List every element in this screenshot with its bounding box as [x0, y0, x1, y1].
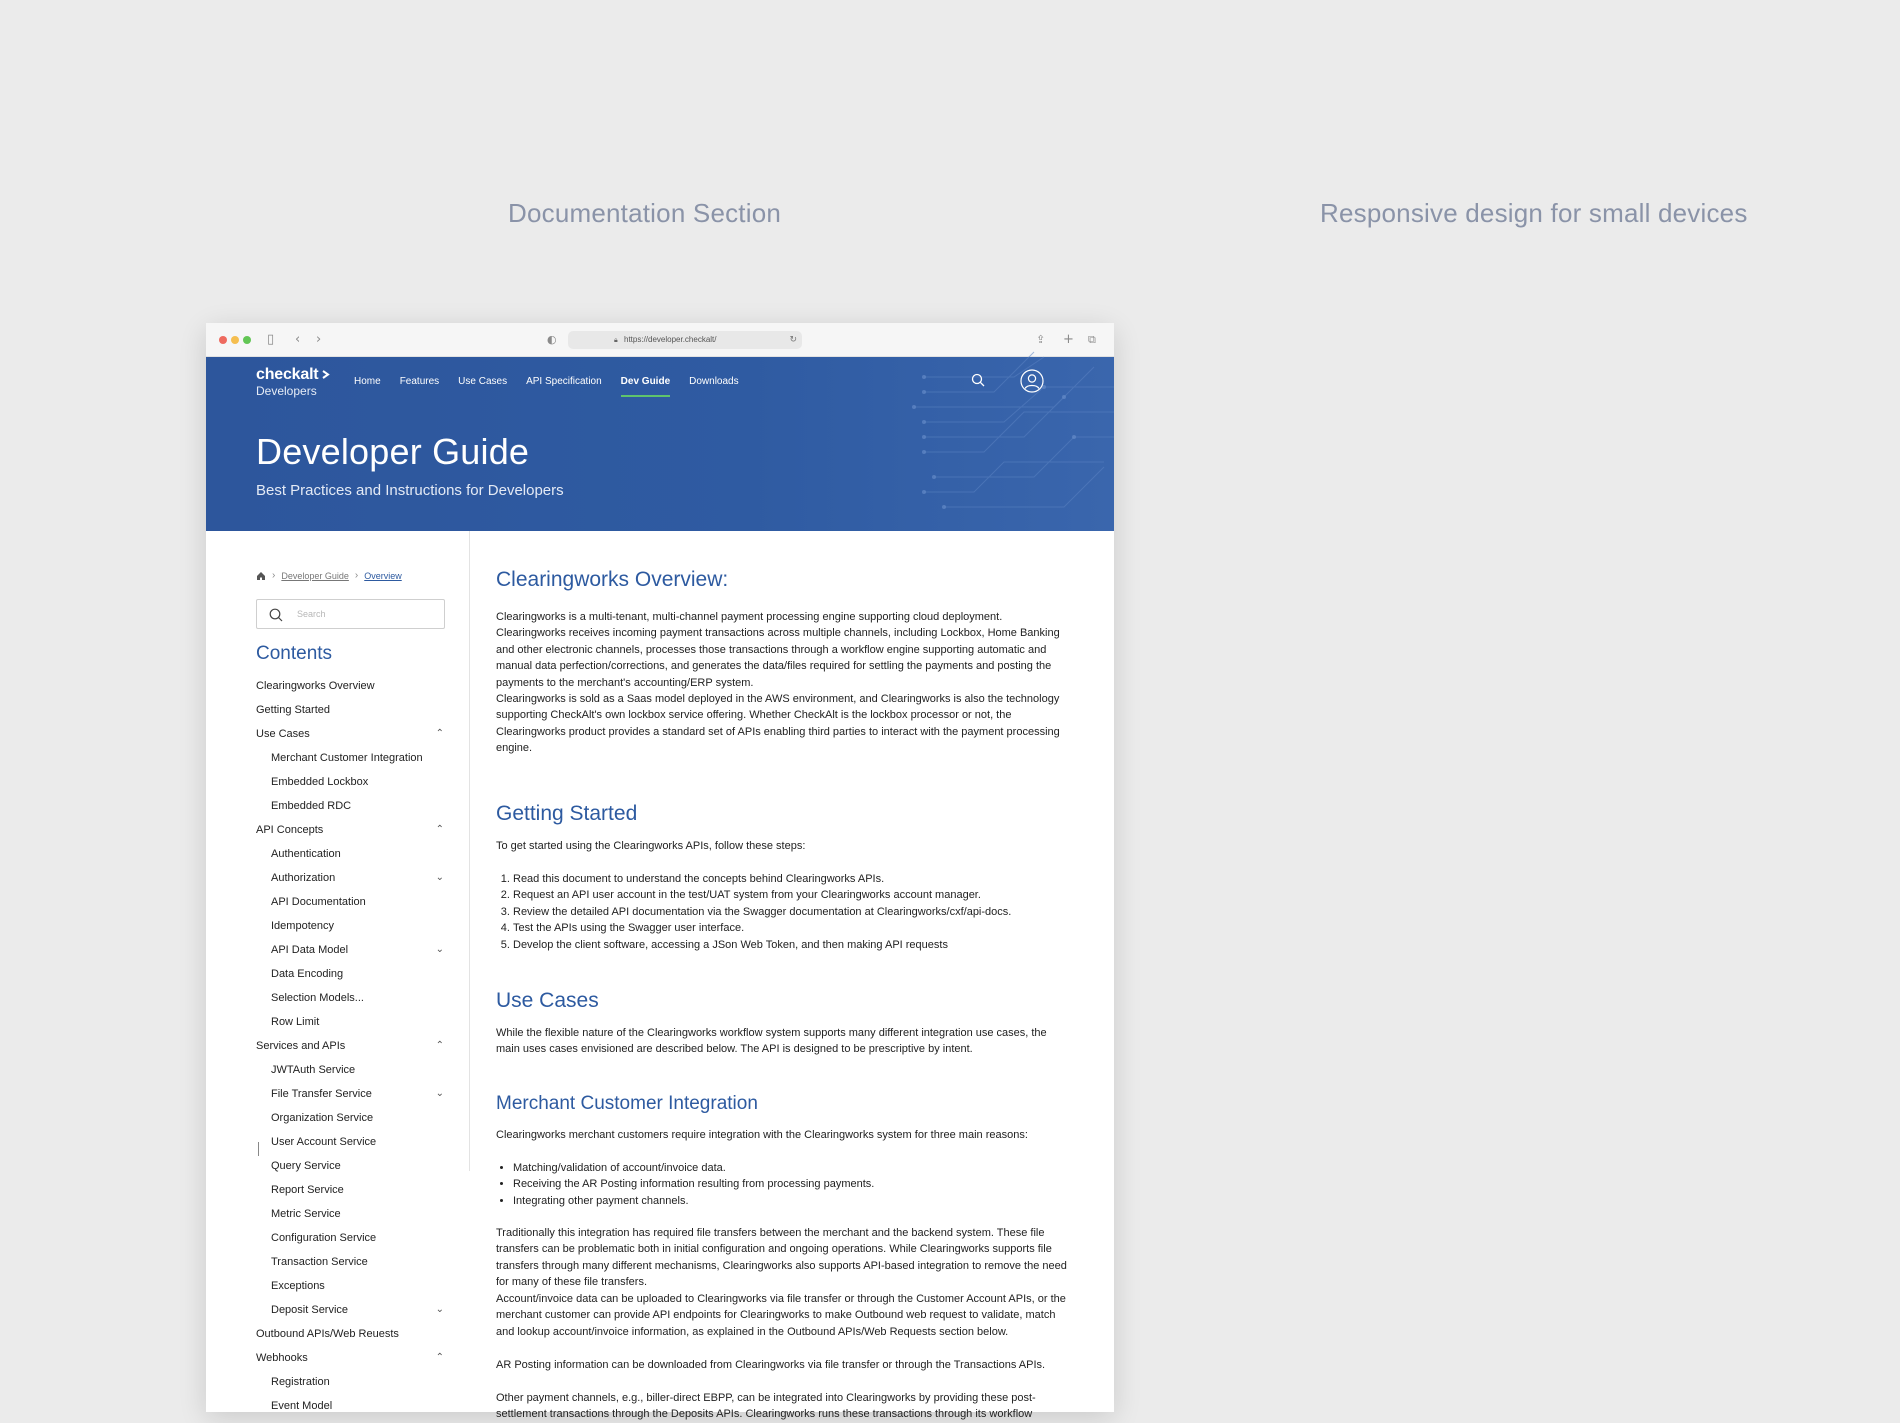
table-of-contents: [256, 674, 446, 1418]
sidebar-item-deposit-service[interactable]: [256, 1298, 446, 1322]
chevron-up-icon[interactable]: ⌃: [435, 1352, 444, 1363]
nav-dev-guide[interactable]: Dev Guide: [621, 375, 670, 397]
mci-intro: Clearingworks merchant customers require integration with the Clearingworks system for three main reasons:: [496, 1129, 1028, 1141]
sidebar-item-transaction-service[interactable]: [256, 1250, 446, 1274]
search-icon: [269, 608, 283, 622]
user-account-icon[interactable]: [1020, 369, 1044, 393]
sidebar-item-label: Embedded RDC: [271, 800, 352, 812]
sidebar-search-input[interactable]: [256, 599, 445, 629]
sidebar-item-user-account-service[interactable]: [256, 1130, 446, 1154]
sidebar-item-selection-models[interactable]: [256, 986, 446, 1010]
sidebar-item-label: Merchant Customer Integration: [271, 752, 423, 764]
breadcrumb: [256, 570, 402, 581]
sidebar-item-embedded-rdc[interactable]: [256, 794, 446, 818]
sidebar-item-label: Deposit Service: [271, 1304, 349, 1316]
sidebar-item-api-documentation[interactable]: [256, 890, 446, 914]
sidebar-item-merchant-customer-integration[interactable]: [256, 746, 446, 770]
sidebar-item-label: Registration: [271, 1376, 330, 1388]
logo-wordmark: checkalt: [256, 366, 319, 383]
list-item: • Integrating other payment channels.: [513, 1193, 1068, 1209]
chevron-down-icon[interactable]: ⌄: [435, 944, 444, 955]
sidebar-item-label: Clearingworks Overview: [256, 680, 375, 692]
sidebar-item-authorization[interactable]: [256, 866, 446, 890]
sidebar: [206, 531, 470, 1412]
sidebar-item-label: Outbound APIs/Web Reuests: [256, 1328, 399, 1340]
getting-started-steps: [496, 871, 1068, 953]
mci-paragraph-2: Account/invoice data can be uploaded to Clearingworks via file transfer or through the Customer Account APIs, or the merchant customer can provide API endpoints for Clearingworks to make Outbound web request to validate, match and lookup account/invoice information, as explained in the Outbound APIs/Web Requests section below.: [496, 1293, 1066, 1338]
sidebar-item-label: Configuration Service: [271, 1232, 377, 1244]
contents-heading: Contents: [256, 643, 333, 664]
overview-paragraph-2: Clearingworks is sold as a Saas model deployed in the AWS environment, and Clearingworks is also the technology supporting CheckAlt's own lockbox service offering. Whether CheckAlt is the lockbox processor or not, the Clearingworks product provides a standard set of APIs enabling third parties to interact with the payment processing engine.: [496, 693, 1060, 755]
share-icon[interactable]: ⇪: [1036, 333, 1046, 346]
sidebar-item-api-concepts[interactable]: [256, 818, 446, 842]
sidebar-item-exceptions[interactable]: [256, 1274, 446, 1298]
sidebar-item-api-data-model[interactable]: [256, 938, 446, 962]
sidebar-item-use-cases[interactable]: [256, 722, 446, 746]
sidebar-item-label: Webhooks: [256, 1352, 308, 1364]
breadcrumb-separator-icon: ›: [354, 570, 359, 581]
sidebar-item-row-limit[interactable]: [256, 1010, 446, 1034]
sidebar-item-label: User Account Service: [271, 1136, 377, 1148]
circuit-decoration: [894, 357, 1114, 531]
browser-window: [206, 323, 1114, 1421]
close-window-button[interactable]: [219, 336, 227, 344]
sidebar-item-label: Metric Service: [271, 1208, 341, 1220]
sidebar-item-services-and-apis[interactable]: [256, 1034, 446, 1058]
chevron-down-icon[interactable]: ⌄: [435, 872, 444, 883]
sidebar-item-label: Authorization: [271, 872, 336, 884]
sidebar-item-label: API Documentation: [271, 896, 366, 908]
getting-started-heading: Getting Started: [496, 802, 638, 825]
chevron-up-icon[interactable]: ⌃: [435, 728, 444, 739]
chevron-up-icon[interactable]: ⌃: [435, 824, 444, 835]
address-bar[interactable]: [568, 331, 802, 349]
breadcrumb-overview[interactable]: Overview: [364, 570, 402, 581]
sidebar-item-label: Row Limit: [271, 1016, 320, 1028]
sidebar-item-label: Authentication: [271, 848, 341, 860]
sidebar-item-outbound-apis-web-reuests[interactable]: [256, 1322, 446, 1346]
sidebar-item-label: Event Model: [271, 1400, 333, 1412]
sidebar-item-label: Query Service: [271, 1160, 341, 1172]
search-icon[interactable]: [971, 373, 985, 387]
mci-paragraph-1: Traditionally this integration has required file transfers between the merchant and the backend system. These file transfers can be problematic both in initial configuration and ongoing operations. While Clearingworks supports file transfers through many different mechanisms, Clearingworks also supports API-based integration to remove the need for many of these file transfers.: [496, 1227, 1067, 1289]
sidebar-item-label: Services and APIs: [256, 1040, 346, 1052]
chevron-up-icon[interactable]: ⌃: [435, 1040, 444, 1051]
url-text: https://developer.checkalt/: [624, 335, 717, 344]
sidebar-item-authentication[interactable]: [256, 842, 446, 866]
minimize-window-button[interactable]: [231, 336, 239, 344]
sidebar-item-report-service[interactable]: [256, 1178, 446, 1202]
use-cases-paragraph: While the flexible nature of the Clearingworks workflow system supports many different integration use cases, the main uses cases envisioned are described below. The API is designed to be prescriptive by intent.: [496, 1027, 1047, 1056]
sidebar-item-label: Transaction Service: [271, 1256, 368, 1268]
main-nav: [354, 375, 758, 397]
breadcrumb-separator-icon: ›: [272, 570, 276, 581]
sidebar-item-query-service[interactable]: [256, 1154, 446, 1178]
back-icon[interactable]: ‹: [295, 332, 301, 347]
sidebar-item-organization-service[interactable]: [256, 1106, 446, 1130]
sidebar-item-label: Data Encoding: [271, 968, 344, 980]
overview-heading: Clearingworks Overview:: [496, 568, 729, 591]
list-item: 4. Test the APIs using the Swagger user interface.: [513, 920, 1068, 936]
sidebar-item-metric-service[interactable]: [256, 1202, 446, 1226]
sidebar-item-label: API Data Model: [271, 944, 349, 956]
sidebar-item-data-encoding[interactable]: [256, 962, 446, 986]
sidebar-item-label: Getting Started: [256, 704, 330, 716]
active-item-indicator: [258, 1142, 259, 1156]
sidebar-item-configuration-service[interactable]: [256, 1226, 446, 1250]
nav-home[interactable]: Home: [354, 376, 381, 387]
sidebar-item-label: Embedded Lockbox: [271, 776, 369, 788]
list-item: • Matching/validation of account/invoice data.: [513, 1160, 1068, 1176]
sidebar-item-label: Selection Models...: [271, 992, 364, 1004]
mci-paragraph-3: AR Posting information can be downloaded from Clearingworks via file transfer or through the Transactions APIs.: [496, 1359, 1046, 1371]
sidebar-item-label: JWTAuth Service: [271, 1064, 356, 1076]
lock-icon: 🔒︎: [614, 336, 618, 344]
logo-subtitle: Developers: [256, 384, 317, 398]
list-item: 1. Read this document to understand the concepts behind Clearingworks APIs.: [513, 871, 1068, 887]
documentation-section-caption: Documentation Section: [508, 198, 782, 228]
nav-features[interactable]: Features: [399, 376, 440, 387]
search-placeholder: Search: [297, 609, 326, 619]
chevron-down-icon[interactable]: ⌄: [435, 1304, 444, 1315]
list-item: 3. Review the detailed API documentation via the Swagger documentation at Clearingworks/cxf/api-docs.: [513, 904, 1068, 920]
mci-reasons: [496, 1160, 1068, 1209]
mci-paragraph-4: Other payment channels, e.g., biller-direct EBPP, can be integrated into Clearingworks by providing these post-settlement transactions through the Deposits APIs. Clearingworks runs these transactions through its workflow: [496, 1392, 1036, 1421]
nav-api-specification[interactable]: API Specification: [526, 376, 602, 387]
sidebar-item-label: API Concepts: [256, 824, 324, 836]
sidebar-toggle-icon[interactable]: ▯: [267, 332, 275, 347]
sidebar-item-idempotency[interactable]: [256, 914, 446, 938]
checkalt-logo[interactable]: [256, 366, 318, 398]
sidebar-item-label: Idempotency: [271, 920, 334, 932]
sidebar-item-label: Report Service: [271, 1184, 344, 1196]
logo-chevron-icon: [322, 370, 330, 379]
getting-started-intro: To get started using the Clearingworks APIs, follow these steps:: [496, 840, 806, 852]
sidebar-item-embedded-lockbox[interactable]: [256, 770, 446, 794]
page-subtitle: Best Practices and Instructions for Developers: [256, 482, 564, 499]
nav-downloads[interactable]: Downloads: [689, 376, 739, 387]
home-icon[interactable]: [256, 571, 266, 581]
maximize-window-button[interactable]: [243, 336, 251, 344]
breadcrumb-developer-guide[interactable]: Developer Guide: [281, 570, 349, 581]
privacy-shield-icon[interactable]: ◐: [547, 333, 557, 346]
page-title: Developer Guide: [256, 431, 530, 472]
tabs-overview-icon[interactable]: ⧉: [1088, 333, 1096, 346]
list-item: • Receiving the AR Posting information resulting from processing payments.: [513, 1176, 1068, 1192]
new-tab-icon[interactable]: +: [1063, 332, 1074, 347]
sidebar-item-label: Exceptions: [271, 1280, 325, 1292]
list-item: 2. Request an API user account in the test/UAT system from your Clearingworks account manager.: [513, 887, 1068, 903]
sidebar-item-jwtauth-service[interactable]: [256, 1058, 446, 1082]
sidebar-item-registration[interactable]: [256, 1370, 446, 1394]
sidebar-item-getting-started[interactable]: [256, 698, 446, 722]
use-cases-heading: Use Cases: [496, 989, 599, 1012]
forward-icon[interactable]: ›: [316, 332, 322, 347]
list-item: 5. Develop the client software, accessing a JSon Web Token, and then making API requests: [513, 937, 1068, 953]
merchant-customer-integration-heading: Merchant Customer Integration: [496, 1093, 758, 1114]
overview-paragraph-1: Clearingworks is a multi-tenant, multi-channel payment processing engine supporting cloud deployment. Clearingworks receives incoming payment transactions across multiple channels, including Lockbox, Home Banking and other electronic channels, processes those transactions through a workflow engine supporting automatic and manual data perfection/corrections, and generates the data/files required for settling the payments and posting the payments to the merchant's accounting/ERP system.: [496, 611, 1060, 689]
sidebar-item-clearingworks-overview[interactable]: [256, 674, 446, 698]
site-header: [206, 357, 1114, 531]
sidebar-item-label: File Transfer Service: [271, 1088, 372, 1100]
sidebar-item-label: Use Cases: [256, 728, 310, 740]
browser-toolbar: [206, 323, 1114, 357]
sidebar-item-webhooks[interactable]: [256, 1346, 446, 1370]
reload-icon[interactable]: ↻: [789, 335, 797, 345]
sidebar-item-file-transfer-service[interactable]: [256, 1082, 446, 1106]
responsive-design-caption: Responsive design for small devices: [1320, 198, 1748, 228]
chevron-down-icon[interactable]: ⌄: [435, 1088, 444, 1099]
nav-use-cases[interactable]: Use Cases: [458, 376, 508, 387]
sidebar-item-event-model[interactable]: [256, 1394, 446, 1418]
sidebar-item-label: Organization Service: [271, 1112, 374, 1124]
